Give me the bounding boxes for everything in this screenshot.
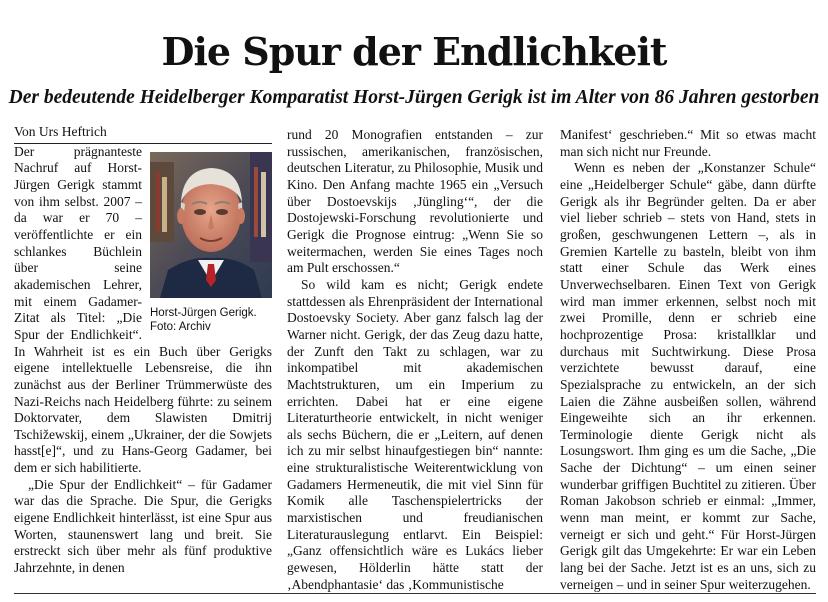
caption-text: Horst-Jürgen Gerigk. [150, 306, 257, 319]
article-column-3 [560, 127, 816, 593]
portrait-photo [150, 152, 272, 298]
paragraph: So wild kam es nicht; Gerigk endete stattdessen als Ehrenpräsident der International Dostoevsky Society. Aber ganz falsch lag der Warner nicht. Gerigk, der das Zeug dazu hatte, der Zunft den Takt zu schlagen, war zu inkompatibel mit akademischen Machtstrukturen, um ein Imperium zu errichten. Dabei hat er eine eigene Literaturtheorie entwickelt, in nicht weniger als sechs Büchern, die er „Leitern, auf denen ich zu mir selbst hinaufgestiegen bin“ nannte: eine strukturalistische Weiterentwicklung von Gadamers Hermeneutik, die mit viel Sinn für Komik alle Taschenspielertricks der marxistischen und freudianischen Literaturauslegung entlarvt. Ein Beispiel: „Ganz offensichtlich wäre es Lukács lieber gewesen, Hölderlin hätte statt der ‚Abendphantasie‘ das ‚Kommunistische [287, 276, 543, 592]
paragraph: Der prägnanteste Nachruf auf Horst-Jürgen Gerigk stammt von ihm selbst. 2007 – da war er 70 – veröffentlichte er ein schlankes Büchlein über seine akademischen Lehrer, mit einem Gadamer-Zitat als Titel: „Die Spur der Endlichkeit“. In Wahrheit ist es ein Buch über Gerigks eigene intellektuelle Lebensreise, die ihn zunächst aus der Berliner Trümmerwüste des Nazi-Reichs nach Heidelberg führte: zu seinem Doktorvater, dem Slawisten Dmitrij Tschižewskij, einem „Ukrainer, der die Sowjets hasst[e]“, und zu Hans-Georg Gadamer, bei dem er sich habilitierte. [14, 143, 272, 476]
paragraph: „Die Spur der Endlichkeit“ – für Gadamer war das die Sprache. Die Spur, die Gerigks eigene Endlichkeit hinterlässt, ist eine Spur aus Worten, staunenswert lang und breit. Sie erstreckt sich über mehr als fünf produktive Jahrzehnte, in denen [14, 476, 272, 576]
photo-credit: Foto: Archiv [150, 320, 211, 333]
article-column-1 [14, 124, 272, 577]
headline: Die Spur der Endlichkeit [161, 29, 667, 74]
paragraph: Wenn es neben der „Konstanzer Schule“ eine „Heidelberger Schule“ gäbe, dann dürfte Gerigk als ihr Begründer gelten. Da er aber viel lieber schrieb – stets von Hand, stets in großen, geschwungenen Lettern –, als in Gremien Kartelle zu basteln, bleibt von ihm statt einer Schule das Werk eines Unverwechselbaren. Einen Text von Gerigk wird man immer erkennen, selbst noch mit zwei Promille, denn er schrieb eine hochprozentige Prosa: kristallklar und durchaus mit Suchtwirkung. Diese Prosa verzichtete bewusst darauf, eine Spezialsprache zu entwickeln, an der sich Laien die Zähne ausbeißen sollen, während Eingeweihte sich an ihr erkennen. Terminologie diente Gerigk nicht als Losungswort. Ihm ging es um die Sache, „Die Sache der Dichtung“ – um einen seiner wunderbar griffigen Buchtitel zu zitieren. Über Roman Jakobson schrieb er einmal: „Immer, wenn man meint, er kommt zur Sache, verneigt er sich und geht.“ Für Horst-Jürgen Gerigk gilt das Umgekehrte: Er war ein Leben lang bei der Sache. Jetzt ist es an uns, sich zu verneigen – und in seiner Spur weiterzugehen. [560, 160, 816, 592]
photo-caption [150, 306, 272, 334]
paragraph: Manifest‘ geschrieben.“ Mit so etwas macht man sich nicht nur Freunde. [560, 127, 816, 159]
author-photo-figure [150, 152, 272, 334]
subheadline: Der bedeutende Heidelberger Komparatist Horst-Jürgen Gerigk ist im Alter von 86 Jahren gestorben [8, 87, 820, 108]
bottom-rule [14, 593, 816, 594]
byline: Von Urs Heftrich [14, 124, 272, 144]
article-column-2 [287, 127, 543, 593]
paragraph: rund 20 Monografien entstanden – zur russischen, amerikanischen, französischen, deutschen Literatur, zu Philosophie, Musik und Kino. Den Anfang machte 1965 ein „Versuch über Dostoevskijs ‚Jüngling‘“, der die Dostojewski-Forschung revolutionierte und Gerigk die Prognose eintrug: „Wenn Sie so weitermachen, werden Sie eines Tages noch am Pult erschossen.“ [287, 127, 543, 276]
